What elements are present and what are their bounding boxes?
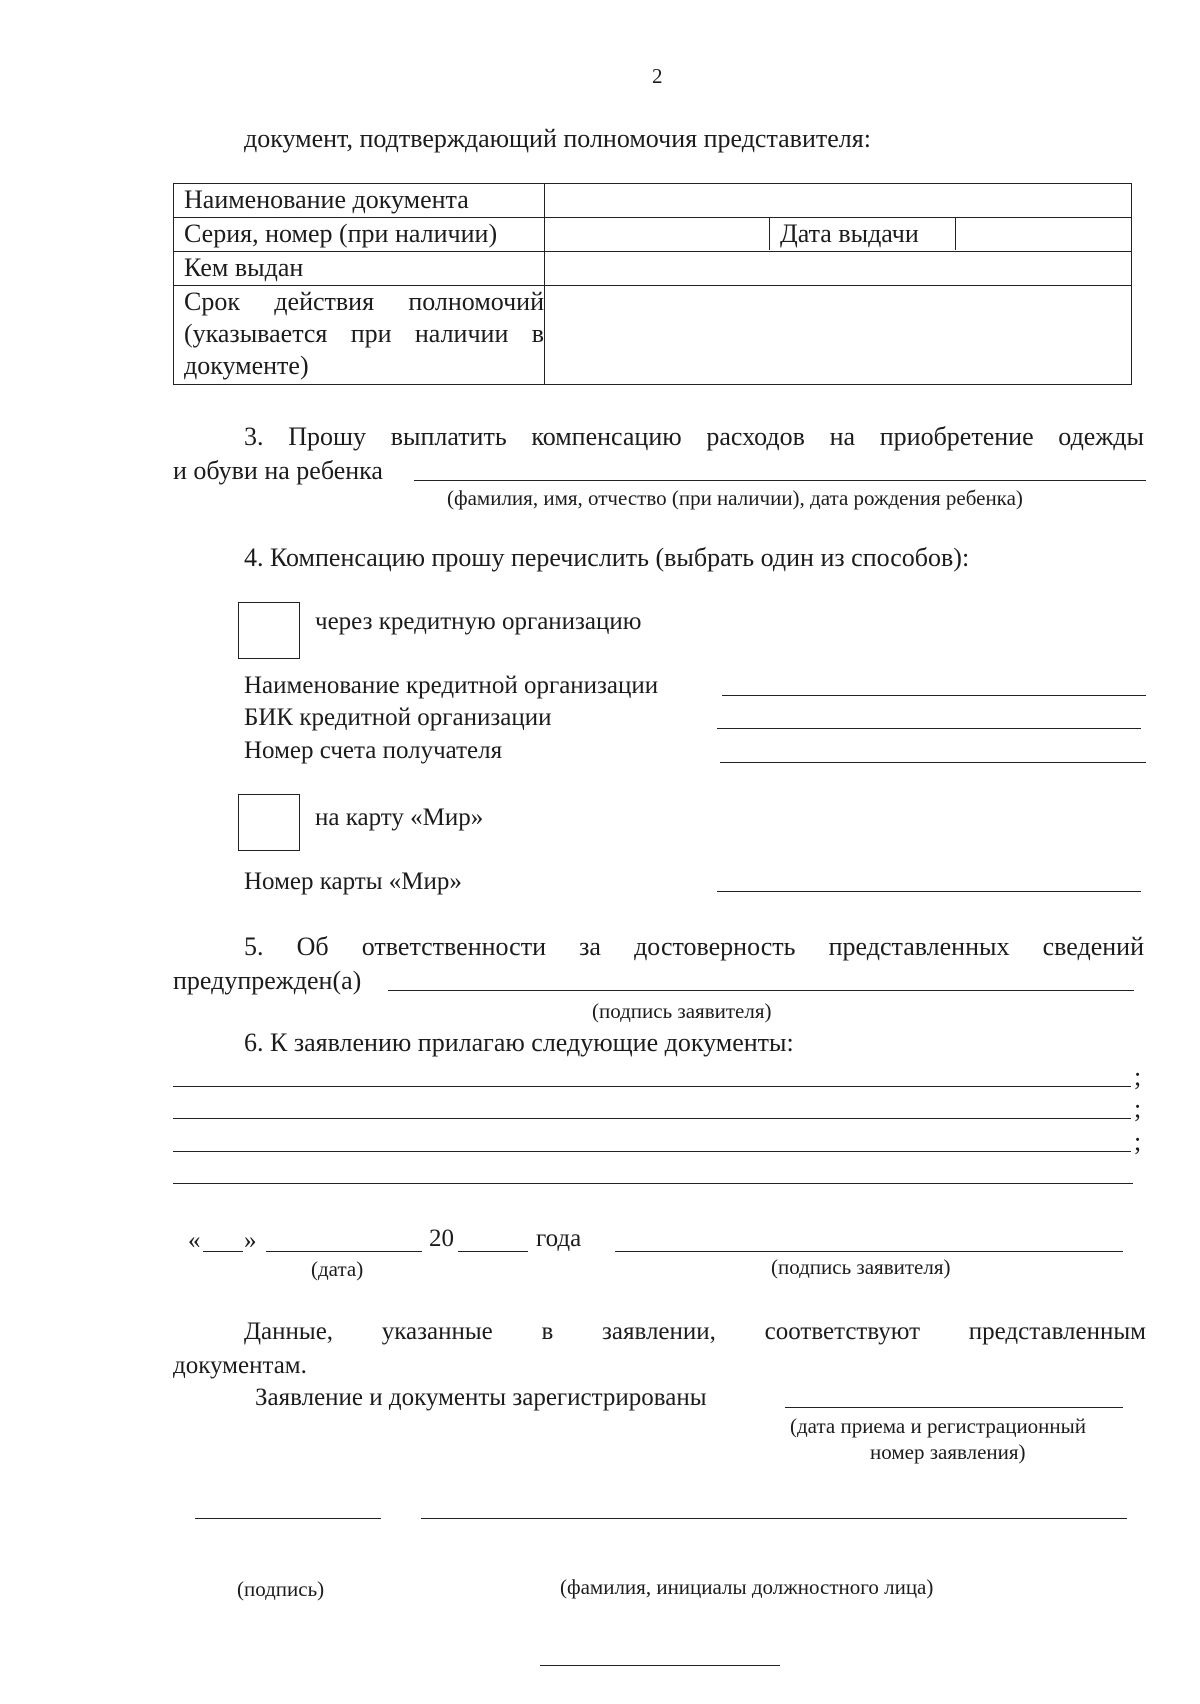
validity-label bbox=[174, 286, 545, 385]
issued-by-field[interactable] bbox=[545, 252, 1132, 286]
official-name-caption: (фамилия, инициалы должностного лица) bbox=[560, 1575, 934, 1599]
responsibility-signature-caption: (подпись заявителя) bbox=[592, 999, 772, 1023]
bank-bik-label: БИК кредитной организации bbox=[244, 704, 552, 731]
representative-doc-heading: документ, подтверждающий полномочия представителя: bbox=[244, 124, 871, 153]
date-signature-caption: (подпись заявителя) bbox=[771, 1255, 951, 1279]
account-number-line[interactable] bbox=[720, 762, 1146, 763]
attachment-line-4[interactable] bbox=[173, 1183, 1133, 1184]
validity-line2: (указывается при наличии в bbox=[184, 319, 544, 348]
month-line[interactable] bbox=[266, 1251, 422, 1252]
card-option-checkbox[interactable] bbox=[238, 794, 300, 851]
representative-doc-table bbox=[173, 183, 1132, 385]
date-close-quote: » bbox=[244, 1227, 257, 1254]
section5-line1: 5. Об ответственности за достоверность представленных сведений bbox=[244, 932, 1144, 961]
official-signature-caption: (подпись) bbox=[237, 1577, 325, 1601]
registration-line[interactable] bbox=[785, 1407, 1123, 1408]
year-word: года bbox=[536, 1225, 582, 1252]
attachment-separator-3: ; bbox=[1134, 1127, 1142, 1156]
section4-heading: 4. Компенсацию прошу перечислить (выбрать один из способов): bbox=[244, 543, 970, 572]
card-number-label: Номер карты «Мир» bbox=[244, 868, 462, 895]
bank-name-line[interactable] bbox=[722, 695, 1146, 696]
doc-name-field[interactable] bbox=[545, 184, 1132, 218]
attachment-separator-1: ; bbox=[1134, 1062, 1142, 1091]
end-separator-line bbox=[540, 1665, 780, 1666]
issue-date-label: Дата выдачи bbox=[770, 218, 956, 250]
registered-label: Заявление и документы зарегистрированы bbox=[255, 1384, 707, 1411]
section3-line2: и обуви на ребенка bbox=[173, 456, 383, 485]
validity-field[interactable] bbox=[545, 286, 1132, 385]
card-number-line[interactable] bbox=[717, 891, 1141, 892]
section6-heading: 6. К заявлению прилагаю следующие документы: bbox=[244, 1028, 794, 1057]
date-signature-line[interactable] bbox=[615, 1251, 1123, 1252]
bank-option-checkbox[interactable] bbox=[238, 602, 300, 659]
attachment-line-1[interactable] bbox=[173, 1086, 1131, 1087]
data-match-line1: Данные, указанные в заявлении, соответствуют представленным bbox=[244, 1318, 1146, 1345]
data-match-line2: документам. bbox=[173, 1352, 307, 1379]
child-name-caption: (фамилия, имя, отчество (при наличии), дата рождения ребенка) bbox=[447, 486, 1023, 510]
attachment-line-3[interactable] bbox=[173, 1151, 1131, 1152]
attachment-line-2[interactable] bbox=[173, 1118, 1131, 1119]
date-caption: (дата) bbox=[311, 1257, 364, 1281]
validity-line1: Срок действия полномочий bbox=[184, 287, 544, 316]
validity-line3: документе) bbox=[184, 351, 309, 380]
child-name-line[interactable] bbox=[414, 480, 1146, 481]
official-signature-line[interactable] bbox=[195, 1518, 381, 1519]
bank-bik-line[interactable] bbox=[717, 728, 1141, 729]
bank-option-label: через кредитную организацию bbox=[315, 608, 642, 635]
section5-line2: предупрежден(а) bbox=[173, 966, 362, 995]
registration-caption-line2: номер заявления) bbox=[870, 1440, 1026, 1464]
page-number: 2 bbox=[652, 64, 663, 88]
registration-caption-line1: (дата приема и регистрационный bbox=[790, 1414, 1087, 1438]
date-open-quote: « bbox=[188, 1227, 201, 1254]
year-line[interactable] bbox=[458, 1251, 528, 1252]
year-prefix: 20 bbox=[429, 1225, 454, 1252]
section3-line1: 3. Прошу выплатить компенсацию расходов на приобретение одежды bbox=[244, 422, 1144, 451]
issue-date-field[interactable] bbox=[956, 218, 1132, 250]
series-number-field[interactable] bbox=[545, 218, 770, 250]
bank-name-label: Наименование кредитной организации bbox=[244, 672, 659, 699]
doc-name-label: Наименование документа bbox=[174, 184, 545, 218]
day-line[interactable] bbox=[203, 1251, 243, 1252]
responsibility-signature-line[interactable] bbox=[388, 990, 1134, 991]
official-name-line[interactable] bbox=[421, 1518, 1127, 1519]
issued-by-label: Кем выдан bbox=[174, 252, 545, 286]
account-number-label: Номер счета получателя bbox=[244, 737, 503, 764]
series-number-label: Серия, номер (при наличии) bbox=[174, 218, 545, 252]
card-option-label: на карту «Мир» bbox=[315, 804, 484, 831]
attachment-separator-2: ; bbox=[1134, 1094, 1142, 1123]
